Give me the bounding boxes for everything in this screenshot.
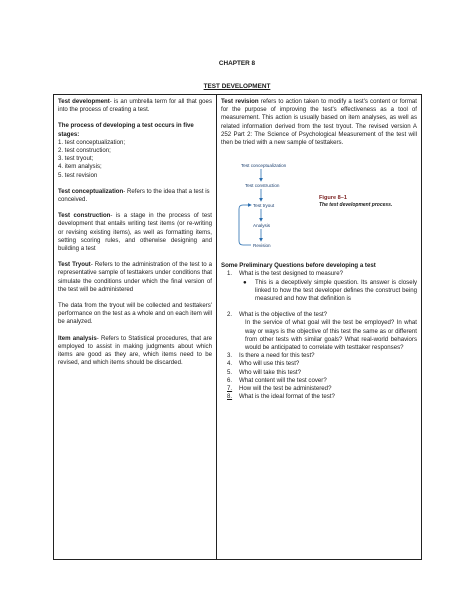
notes-table bbox=[53, 94, 422, 560]
q-number: 8. bbox=[227, 393, 233, 401]
figure-test-development-process bbox=[221, 161, 417, 256]
chapter-heading: CHAPTER 8 bbox=[218, 60, 256, 67]
tryout-text: - Refers to the administration of the test to a representative sample of testtakers under conditions that simulate the conditions under which the final version of the test will be administered bbox=[58, 261, 212, 293]
construction-text: - is a stage in the process of test development that entails writing test items (or re-writing or revising existing items), as well as formatting items, setting scoring rules, and otherwise designing and building a test bbox=[58, 212, 212, 253]
q-text: Who will use this test? bbox=[239, 360, 300, 368]
process-heading-text: The process of developing a test occurs in five stages: bbox=[58, 122, 194, 138]
q-bullet-text: This is a deceptively simple question. Its answer is closely linked to how the test developer defines the construct being measured and how that definition is bbox=[255, 278, 417, 303]
conceptualization-paragraph bbox=[58, 188, 212, 204]
node-tryout: Test tryout bbox=[253, 203, 275, 209]
q-number: 4. bbox=[227, 360, 233, 368]
revision-paragraph bbox=[221, 98, 417, 147]
q-number: 2. bbox=[227, 311, 233, 319]
term-conceptualization: Test conceptualization bbox=[58, 187, 124, 195]
questions-list-3 bbox=[221, 352, 417, 401]
list-item bbox=[221, 385, 417, 393]
q-text: What is the ideal format of the test? bbox=[239, 393, 335, 401]
list-item bbox=[221, 279, 417, 304]
figure-label: Figure 8–1 bbox=[319, 195, 347, 202]
revision-text: refers to action taken to modify a test's content or format for the purpose of improving the test's effectiveness as a tool of measurement. This action is usually based on item analyses, as well as related information derived from the test tryout. The revised version A 252 Part 2: The Science of Psychological Measurement of the test will then be tried with a new sample of testtakers. bbox=[221, 98, 417, 147]
node-construction: Test construction bbox=[245, 183, 280, 189]
stage-item: 1. test conceptualization; bbox=[58, 138, 126, 146]
q-number: 5. bbox=[227, 368, 233, 376]
term-item-analysis: Item analysis bbox=[58, 334, 97, 342]
q-text: How will the test be administered? bbox=[239, 385, 332, 393]
definition-text: - is an umbrella term for all that goes into the process of creating a test. bbox=[58, 98, 212, 114]
q-text: What is the test designed to measure? bbox=[239, 270, 343, 278]
tryout-data-paragraph: The data from the tryout will be collected and testtakers' performance on the test as a whole and on each item will be analyzed. bbox=[58, 302, 212, 326]
term-tryout: Test Tryout bbox=[58, 261, 91, 269]
item-analysis-paragraph bbox=[58, 335, 212, 368]
term-revision: Test revision bbox=[221, 98, 259, 105]
q-text: What is the objective of the test? bbox=[239, 311, 328, 319]
figure-caption bbox=[319, 195, 392, 208]
node-conceptualization: Test conceptualization bbox=[241, 163, 287, 169]
q-text: What content will the test cover? bbox=[239, 376, 327, 384]
conceptualization-text: - Refers to the idea that a test is conceived. bbox=[58, 187, 210, 204]
q-number: 6. bbox=[227, 376, 233, 384]
list-item bbox=[221, 311, 417, 319]
q-text: Who will take this test? bbox=[239, 368, 301, 376]
figure-caption-text: The test development process. bbox=[319, 201, 393, 208]
q-number: 3. bbox=[227, 352, 233, 360]
q-number: 1. bbox=[227, 270, 233, 278]
term-construction: Test construction bbox=[58, 212, 111, 220]
questions-list-2 bbox=[221, 311, 417, 319]
list-item bbox=[221, 393, 417, 401]
list-item bbox=[221, 352, 417, 360]
definition-paragraph bbox=[58, 98, 212, 114]
page-title: TEST DEVELOPMENT bbox=[203, 83, 271, 90]
process-diagram bbox=[221, 161, 421, 256]
list-item bbox=[221, 369, 417, 377]
feedback-loop-arrow bbox=[239, 205, 251, 245]
node-analysis: Analysis bbox=[253, 223, 271, 229]
process-heading bbox=[58, 122, 212, 138]
stage-item: 5. test revision bbox=[58, 171, 98, 179]
stage-item: 4. item analysis; bbox=[58, 163, 102, 171]
node-revision: Revision bbox=[253, 243, 271, 249]
right-column bbox=[217, 95, 421, 559]
left-column bbox=[54, 95, 217, 559]
list-item bbox=[221, 360, 417, 368]
questions-list bbox=[221, 270, 417, 278]
list-item bbox=[221, 377, 417, 385]
stage-item: 2. test construction; bbox=[58, 147, 111, 155]
stage-item: 3. test tryout; bbox=[58, 155, 94, 163]
q2-detail: In the service of what goal will the test be employed? In what way or ways is the objective of this test the same as or different from other tests with similar goals? What real-world behaviors would be anticipated to correlate with testtaker responses? bbox=[245, 319, 417, 352]
tryout-paragraph bbox=[58, 261, 212, 294]
q-text: Is there a need for this test? bbox=[239, 352, 315, 360]
item-analysis-text: - Refers to Statistical procedures, that are employed to assist in making judgments about which items are good as they are, which items need to be revised, and which items should be discarded. bbox=[58, 334, 212, 367]
bullet-icon: ● bbox=[243, 278, 247, 286]
list-item bbox=[221, 270, 417, 278]
questions-heading: Some Preliminary Questions before developing a test bbox=[221, 262, 376, 270]
term-test-development: Test development bbox=[58, 98, 110, 105]
construction-paragraph bbox=[58, 212, 212, 253]
q-number: 7. bbox=[227, 385, 233, 393]
